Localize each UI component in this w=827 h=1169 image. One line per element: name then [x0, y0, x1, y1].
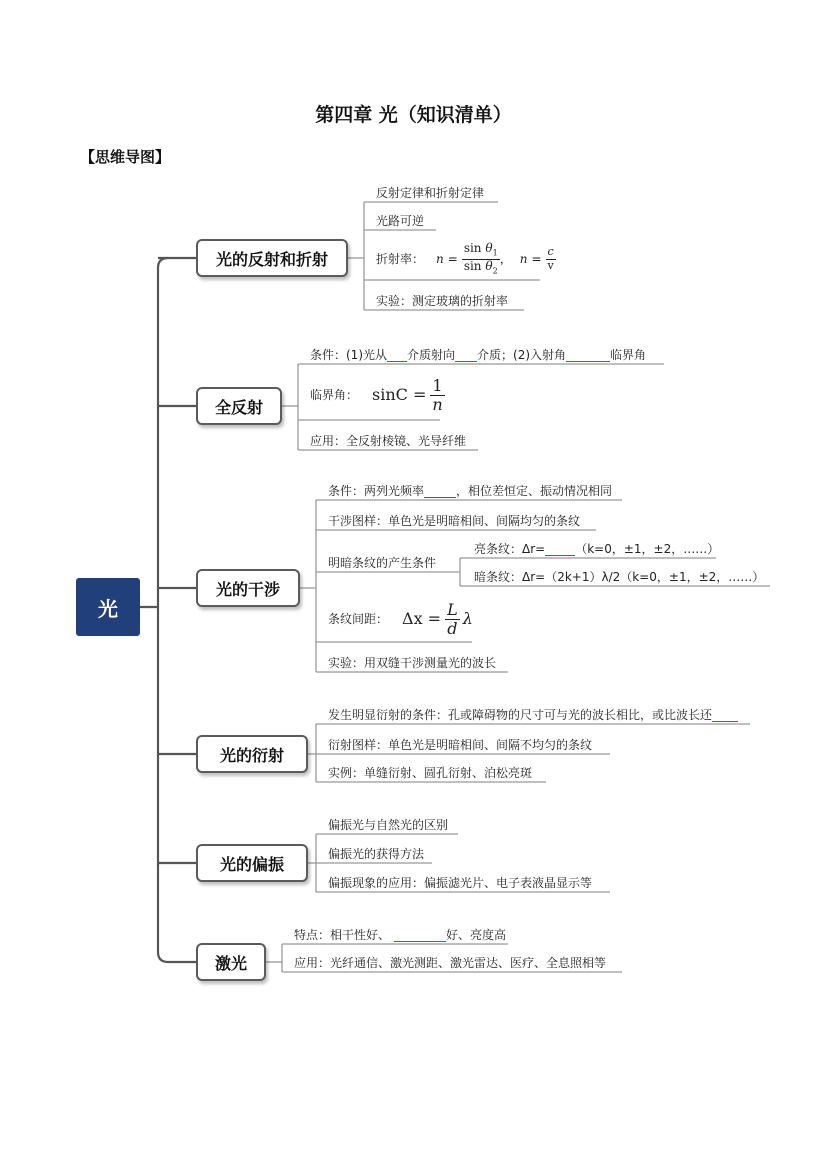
sin-bottom: sin [463, 258, 482, 273]
leaf-diffraction-condition [328, 708, 738, 722]
speed-v: v [547, 258, 554, 272]
speed-c: c [547, 245, 554, 259]
bright-part-2: （k=0，±1，±2，……） [575, 542, 720, 556]
spacing-formula-fraction [445, 601, 460, 637]
topic-reflection-refraction: 光的反射和折射 [196, 239, 348, 277]
blank-wavelength [712, 709, 738, 722]
critical-formula-fraction [430, 377, 444, 413]
topic-polarization: 光的偏振 [196, 844, 308, 882]
cond-part-3: 介质；(2)入射角 [477, 348, 567, 362]
critical-formula-lhs: sinC = [372, 385, 427, 404]
cond-part-1: 条件：(1)光从 [310, 348, 387, 362]
blank-medium-2 [455, 349, 477, 362]
sin-top: sin [463, 241, 482, 256]
bright-part-1: 亮条纹：Δr= [474, 542, 546, 556]
spacing-den: d [447, 618, 458, 638]
cond-part-2: 介质射向 [407, 348, 456, 362]
cond-part-4: 临界角 [610, 348, 647, 362]
leaf-dark-fringe: 暗条纹：Δr=（2k+1）λ/2（k=0，±1，±2，……） [474, 570, 765, 584]
leaf-diffraction-examples: 实例：单缝衍射、圆孔衍射、泊松亮斑 [328, 766, 533, 780]
sub-one: 1 [492, 248, 498, 258]
interf-cond-part-1: 条件：两列光频率 [328, 484, 425, 498]
leaf-interference-experiment: 实验：用双缝干涉测量光的波长 [328, 656, 497, 670]
laser-feature-part-1: 特点：相干性好、 [294, 928, 391, 942]
diffraction-cond-text: 发生明显衍射的条件：孔或障碍物的尺寸可与光的波长相比，或比波长还 [328, 708, 713, 722]
leaf-polarization-methods: 偏振光的获得方法 [328, 847, 425, 861]
blank-frequency [424, 485, 456, 498]
spacing-num: L [447, 599, 458, 619]
leaf-total-condition [310, 348, 646, 362]
leaf-critical-angle [310, 372, 445, 418]
critical-num: 1 [432, 375, 443, 395]
critical-den: n [432, 394, 443, 414]
leaf-fringe-spacing [328, 596, 473, 642]
leaf-interference-pattern: 干涉图样：单色光是明暗相间、间隔均匀的条纹 [328, 514, 581, 528]
formula-equals-second: = [531, 252, 542, 266]
sub-two: 2 [492, 265, 498, 275]
leaf-reversible-path: 光路可逆 [376, 214, 425, 228]
topic-interference: 光的干涉 [196, 569, 300, 607]
section-heading: 【思维导图】 [80, 148, 171, 166]
formula-separator: ， [499, 252, 512, 266]
leaf-refractive-index [376, 241, 556, 275]
leaf-laser-applications: 应用：光纤通信、激光测距、激光雷达、医疗、全息照相等 [294, 956, 607, 970]
leaf-interference-condition [328, 484, 612, 498]
formula-equals: = [447, 252, 458, 266]
leaf-reflection-laws: 反射定律和折射定律 [376, 186, 485, 200]
formula-n: n [436, 252, 444, 266]
critical-angle-label: 临界角： [310, 388, 359, 402]
spacing-lambda: λ [462, 609, 473, 628]
leaf-polarization-difference: 偏振光与自然光的区别 [328, 818, 449, 832]
blank-bright [545, 543, 575, 556]
leaf-total-application: 应用：全反射棱镜、光导纤维 [310, 434, 467, 448]
theta-two: θ [485, 258, 493, 273]
interf-cond-part-2: ，相位差恒定、振动情况相同 [456, 484, 613, 498]
leaf-fringe-condition: 明暗条纹的产生条件 [328, 556, 437, 570]
blank-directionality [394, 929, 446, 942]
page-title: 第四章 光（知识清单） [315, 104, 512, 126]
leaf-polarization-applications: 偏振现象的应用：偏振滤光片、电子表液晶显示等 [328, 876, 593, 890]
topic-diffraction: 光的衍射 [196, 735, 308, 773]
laser-feature-part-2: 好、亮度高 [446, 928, 507, 942]
leaf-laser-features [294, 928, 506, 942]
leaf-bright-fringe [474, 542, 719, 556]
blank-angle [566, 349, 610, 362]
spacing-label: 条纹间距： [328, 612, 389, 626]
leaf-reflection-experiment: 实验：测定玻璃的折射率 [376, 294, 509, 308]
theta-one: θ [485, 241, 493, 256]
refractive-index-label: 折射率： [376, 252, 425, 266]
root-node: 光 [76, 578, 140, 636]
spacing-formula-lhs: Δx = [402, 609, 442, 628]
formula-sin-ratio [462, 242, 500, 275]
formula-c-over-v [546, 246, 556, 271]
formula-n-second: n [519, 252, 528, 266]
topic-laser: 激光 [196, 943, 266, 981]
topic-total-reflection: 全反射 [196, 387, 282, 425]
leaf-diffraction-pattern: 衍射图样：单色光是明暗相间、间隔不均匀的条纹 [328, 738, 593, 752]
blank-medium-1 [387, 349, 407, 362]
